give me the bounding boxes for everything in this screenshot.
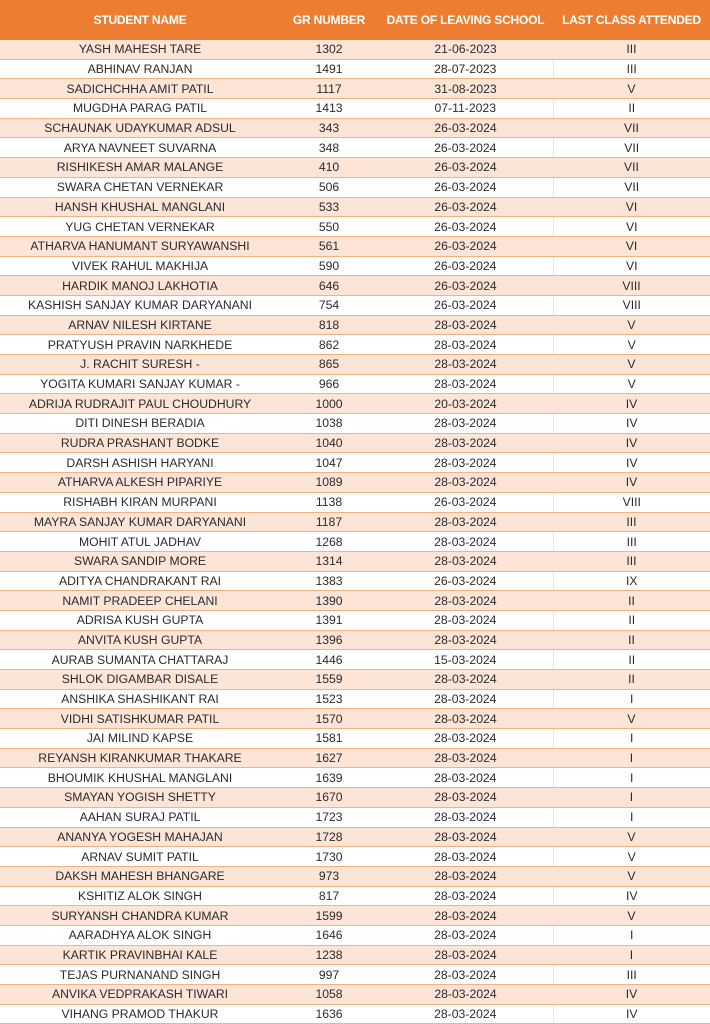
student-name-cell: VIHANG PRAMOD THAKUR xyxy=(0,1004,280,1024)
table-row xyxy=(0,158,710,178)
student-name-cell: ANVITA KUSH GUPTA xyxy=(0,630,280,650)
last-class-cell: VI xyxy=(553,217,710,237)
gr-number-cell: 1391 xyxy=(280,610,378,630)
leaving-date-cell: 28-03-2024 xyxy=(378,729,553,749)
table-row xyxy=(0,827,710,847)
gr-number-cell: 550 xyxy=(280,217,378,237)
student-name-cell: AARADHYA ALOK SINGH xyxy=(0,925,280,945)
header-row xyxy=(0,0,710,40)
leaving-date-cell: 28-03-2024 xyxy=(378,709,553,729)
table-row xyxy=(0,571,710,591)
last-class-cell: VI xyxy=(553,256,710,276)
last-class-cell: I xyxy=(553,729,710,749)
gr-number-cell: 1314 xyxy=(280,551,378,571)
table-row xyxy=(0,453,710,473)
table-row xyxy=(0,492,710,512)
student-name-cell: RUDRA PRASHANT BODKE xyxy=(0,433,280,453)
last-class-cell: V xyxy=(553,847,710,867)
table-row xyxy=(0,709,710,729)
gr-number-cell: 1723 xyxy=(280,807,378,827)
last-class-cell: VII xyxy=(553,118,710,138)
student-name-cell: KSHITIZ ALOK SINGH xyxy=(0,886,280,906)
gr-number-cell: 1302 xyxy=(280,40,378,59)
column-header-student-name: STUDENT NAME xyxy=(0,0,280,40)
student-name-cell: AURAB SUMANTA CHATTARAJ xyxy=(0,650,280,670)
table-row xyxy=(0,138,710,158)
table-row xyxy=(0,433,710,453)
leaving-date-cell: 28-03-2024 xyxy=(378,827,553,847)
gr-number-cell: 1138 xyxy=(280,492,378,512)
last-class-cell: I xyxy=(553,748,710,768)
leaving-date-cell: 28-03-2024 xyxy=(378,807,553,827)
student-name-cell: ATHARVA HANUMANT SURYAWANSHI xyxy=(0,236,280,256)
table-row xyxy=(0,788,710,808)
gr-number-cell: 1559 xyxy=(280,670,378,690)
gr-number-cell: 1047 xyxy=(280,453,378,473)
student-name-cell: ANVIKA VEDPRAKASH TIWARI xyxy=(0,985,280,1005)
gr-number-cell: 1089 xyxy=(280,473,378,493)
leaving-date-cell: 28-03-2024 xyxy=(378,630,553,650)
gr-number-cell: 1040 xyxy=(280,433,378,453)
table-row xyxy=(0,315,710,335)
student-name-cell: ADITYA CHANDRAKANT RAI xyxy=(0,571,280,591)
table-row xyxy=(0,374,710,394)
leaving-date-cell: 28-03-2024 xyxy=(378,866,553,886)
leaving-date-cell: 28-03-2024 xyxy=(378,335,553,355)
table-row xyxy=(0,59,710,79)
leaving-date-cell: 28-03-2024 xyxy=(378,768,553,788)
last-class-cell: VII xyxy=(553,177,710,197)
leaving-date-cell: 28-03-2024 xyxy=(378,473,553,493)
leaving-date-cell: 28-03-2024 xyxy=(378,788,553,808)
last-class-cell: III xyxy=(553,59,710,79)
last-class-cell: III xyxy=(553,551,710,571)
last-class-cell: VII xyxy=(553,158,710,178)
student-name-cell: YASH MAHESH TARE xyxy=(0,40,280,59)
table-row xyxy=(0,276,710,296)
gr-number-cell: 1581 xyxy=(280,729,378,749)
student-name-cell: ADRIJA RUDRAJIT PAUL CHOUDHURY xyxy=(0,394,280,414)
leaving-date-cell: 28-03-2024 xyxy=(378,315,553,335)
student-name-cell: SCHAUNAK UDAYKUMAR ADSUL xyxy=(0,118,280,138)
gr-number-cell: 1491 xyxy=(280,59,378,79)
last-class-cell: VI xyxy=(553,197,710,217)
gr-number-cell: 862 xyxy=(280,335,378,355)
student-name-cell: HARDIK MANOJ LAKHOTIA xyxy=(0,276,280,296)
gr-number-cell: 1038 xyxy=(280,414,378,434)
student-name-cell: J. RACHIT SURESH - xyxy=(0,355,280,375)
last-class-cell: V xyxy=(553,315,710,335)
student-name-cell: PRATYUSH PRAVIN NARKHEDE xyxy=(0,335,280,355)
last-class-cell: III xyxy=(553,40,710,59)
leaving-date-cell: 28-03-2024 xyxy=(378,985,553,1005)
gr-number-cell: 1523 xyxy=(280,689,378,709)
gr-number-cell: 1670 xyxy=(280,788,378,808)
last-class-cell: I xyxy=(553,788,710,808)
student-name-cell: ARYA NAVNEET SUVARNA xyxy=(0,138,280,158)
leaving-date-cell: 26-03-2024 xyxy=(378,177,553,197)
table-row xyxy=(0,807,710,827)
gr-number-cell: 348 xyxy=(280,138,378,158)
gr-number-cell: 1383 xyxy=(280,571,378,591)
gr-number-cell: 561 xyxy=(280,236,378,256)
student-name-cell: ADRISA KUSH GUPTA xyxy=(0,610,280,630)
gr-number-cell: 590 xyxy=(280,256,378,276)
student-name-cell: ATHARVA ALKESH PIPARIYE xyxy=(0,473,280,493)
gr-number-cell: 973 xyxy=(280,866,378,886)
leaving-date-cell: 28-03-2024 xyxy=(378,945,553,965)
last-class-cell: IV xyxy=(553,394,710,414)
table-row xyxy=(0,886,710,906)
table-row xyxy=(0,866,710,886)
last-class-cell: VI xyxy=(553,236,710,256)
leaving-date-cell: 28-03-2024 xyxy=(378,374,553,394)
student-name-cell: SMAYAN YOGISH SHETTY xyxy=(0,788,280,808)
table-row xyxy=(0,906,710,926)
table-row xyxy=(0,965,710,985)
table-row xyxy=(0,591,710,611)
table-row xyxy=(0,177,710,197)
leaving-date-cell: 28-03-2024 xyxy=(378,610,553,630)
student-name-cell: TEJAS PURNANAND SINGH xyxy=(0,965,280,985)
gr-number-cell: 1396 xyxy=(280,630,378,650)
table-row xyxy=(0,256,710,276)
student-name-cell: SHLOK DIGAMBAR DISALE xyxy=(0,670,280,690)
leaving-date-cell: 26-03-2024 xyxy=(378,492,553,512)
last-class-cell: V xyxy=(553,827,710,847)
leaving-date-cell: 26-03-2024 xyxy=(378,158,553,178)
student-name-cell: AAHAN SURAJ PATIL xyxy=(0,807,280,827)
table-row xyxy=(0,551,710,571)
student-name-cell: ARNAV NILESH KIRTANE xyxy=(0,315,280,335)
last-class-cell: IV xyxy=(553,414,710,434)
gr-number-cell: 1187 xyxy=(280,512,378,532)
leaving-date-cell: 31-08-2023 xyxy=(378,79,553,99)
table-row xyxy=(0,532,710,552)
table-row xyxy=(0,217,710,237)
leaving-date-cell: 15-03-2024 xyxy=(378,650,553,670)
table-row xyxy=(0,650,710,670)
table-row xyxy=(0,985,710,1005)
last-class-cell: II xyxy=(553,650,710,670)
student-name-cell: ANANYA YOGESH MAHAJAN xyxy=(0,827,280,847)
student-name-cell: KASHISH SANJAY KUMAR DARYANANI xyxy=(0,295,280,315)
gr-number-cell: 818 xyxy=(280,315,378,335)
last-class-cell: V xyxy=(553,355,710,375)
student-name-cell: MUGDHA PARAG PATIL xyxy=(0,99,280,119)
last-class-cell: III xyxy=(553,965,710,985)
gr-number-cell: 865 xyxy=(280,355,378,375)
student-name-cell: VIVEK RAHUL MAKHIJA xyxy=(0,256,280,276)
leaving-date-cell: 28-03-2024 xyxy=(378,689,553,709)
gr-number-cell: 966 xyxy=(280,374,378,394)
table-row xyxy=(0,847,710,867)
last-class-cell: V xyxy=(553,374,710,394)
gr-number-cell: 533 xyxy=(280,197,378,217)
leaving-date-cell: 26-03-2024 xyxy=(378,197,553,217)
gr-number-cell: 817 xyxy=(280,886,378,906)
last-class-cell: VIII xyxy=(553,492,710,512)
last-class-cell: IX xyxy=(553,571,710,591)
last-class-cell: V xyxy=(553,906,710,926)
table-row xyxy=(0,40,710,59)
last-class-cell: I xyxy=(553,689,710,709)
table-row xyxy=(0,729,710,749)
gr-number-cell: 1636 xyxy=(280,1004,378,1024)
student-name-cell: SADICHCHHA AMIT PATIL xyxy=(0,79,280,99)
student-name-cell: ANSHIKA SHASHIKANT RAI xyxy=(0,689,280,709)
leaving-date-cell: 28-03-2024 xyxy=(378,670,553,690)
leaving-date-cell: 28-03-2024 xyxy=(378,965,553,985)
gr-number-cell: 1238 xyxy=(280,945,378,965)
table-body xyxy=(0,40,710,1024)
table-row xyxy=(0,414,710,434)
table-row xyxy=(0,1004,710,1024)
last-class-cell: V xyxy=(553,709,710,729)
gr-number-cell: 343 xyxy=(280,118,378,138)
leaving-date-cell: 07-11-2023 xyxy=(378,99,553,119)
column-header-date-of-leaving: DATE OF LEAVING SCHOOL xyxy=(378,0,553,40)
gr-number-cell: 754 xyxy=(280,295,378,315)
gr-number-cell: 997 xyxy=(280,965,378,985)
table-row xyxy=(0,670,710,690)
table-row xyxy=(0,473,710,493)
last-class-cell: III xyxy=(553,532,710,552)
leaving-date-cell: 28-03-2024 xyxy=(378,453,553,473)
table-row xyxy=(0,748,710,768)
leaving-date-cell: 28-03-2024 xyxy=(378,551,553,571)
leaving-date-cell: 28-03-2024 xyxy=(378,886,553,906)
last-class-cell: II xyxy=(553,670,710,690)
gr-number-cell: 1117 xyxy=(280,79,378,99)
gr-number-cell: 1058 xyxy=(280,985,378,1005)
table-row xyxy=(0,79,710,99)
last-class-cell: V xyxy=(553,866,710,886)
last-class-cell: III xyxy=(553,512,710,532)
gr-number-cell: 1728 xyxy=(280,827,378,847)
student-name-cell: MAYRA SANJAY KUMAR DARYANANI xyxy=(0,512,280,532)
student-name-cell: ABHINAV RANJAN xyxy=(0,59,280,79)
gr-number-cell: 410 xyxy=(280,158,378,178)
leaving-date-cell: 26-03-2024 xyxy=(378,571,553,591)
table-row xyxy=(0,335,710,355)
last-class-cell: II xyxy=(553,591,710,611)
leaving-date-cell: 28-03-2024 xyxy=(378,591,553,611)
last-class-cell: II xyxy=(553,630,710,650)
student-name-cell: DAKSH MAHESH BHANGARE xyxy=(0,866,280,886)
leaving-date-cell: 26-03-2024 xyxy=(378,295,553,315)
student-name-cell: RISHABH KIRAN MURPANI xyxy=(0,492,280,512)
last-class-cell: IV xyxy=(553,985,710,1005)
student-name-cell: BHOUMIK KHUSHAL MANGLANI xyxy=(0,768,280,788)
table-header xyxy=(0,0,710,40)
leaving-date-cell: 26-03-2024 xyxy=(378,217,553,237)
leaving-date-cell: 26-03-2024 xyxy=(378,236,553,256)
leaving-date-cell: 28-03-2024 xyxy=(378,414,553,434)
last-class-cell: IV xyxy=(553,433,710,453)
student-name-cell: DARSH ASHISH HARYANI xyxy=(0,453,280,473)
last-class-cell: IV xyxy=(553,886,710,906)
table-row xyxy=(0,610,710,630)
last-class-cell: I xyxy=(553,925,710,945)
student-name-cell: MOHIT ATUL JADHAV xyxy=(0,532,280,552)
student-name-cell: JAI MILIND KAPSE xyxy=(0,729,280,749)
gr-number-cell: 1730 xyxy=(280,847,378,867)
leaving-date-cell: 20-03-2024 xyxy=(378,394,553,414)
leaving-date-cell: 28-03-2024 xyxy=(378,1004,553,1024)
leaving-date-cell: 21-06-2023 xyxy=(378,40,553,59)
table-row xyxy=(0,768,710,788)
leaving-date-cell: 28-03-2024 xyxy=(378,847,553,867)
table-row xyxy=(0,689,710,709)
student-name-cell: YUG CHETAN VERNEKAR xyxy=(0,217,280,237)
gr-number-cell: 1627 xyxy=(280,748,378,768)
student-name-cell: SWARA SANDIP MORE xyxy=(0,551,280,571)
last-class-cell: IV xyxy=(553,473,710,493)
leaving-date-cell: 26-03-2024 xyxy=(378,256,553,276)
table-row xyxy=(0,236,710,256)
leaving-date-cell: 28-03-2024 xyxy=(378,512,553,532)
leaving-date-cell: 26-03-2024 xyxy=(378,118,553,138)
student-name-cell: NAMIT PRADEEP CHELANI xyxy=(0,591,280,611)
last-class-cell: I xyxy=(553,768,710,788)
last-class-cell: II xyxy=(553,99,710,119)
table-row xyxy=(0,295,710,315)
leaving-date-cell: 26-03-2024 xyxy=(378,138,553,158)
student-name-cell: DITI DINESH BERADIA xyxy=(0,414,280,434)
column-header-gr-number: GR NUMBER xyxy=(280,0,378,40)
gr-number-cell: 646 xyxy=(280,276,378,296)
last-class-cell: V xyxy=(553,79,710,99)
student-name-cell: KARTIK PRAVINBHAI KALE xyxy=(0,945,280,965)
last-class-cell: II xyxy=(553,610,710,630)
leaving-date-cell: 28-03-2024 xyxy=(378,355,553,375)
student-name-cell: HANSH KHUSHAL MANGLANI xyxy=(0,197,280,217)
last-class-cell: VIII xyxy=(553,295,710,315)
gr-number-cell: 1000 xyxy=(280,394,378,414)
student-name-cell: ARNAV SUMIT PATIL xyxy=(0,847,280,867)
last-class-cell: IV xyxy=(553,1004,710,1024)
table-row xyxy=(0,394,710,414)
table-row xyxy=(0,118,710,138)
gr-number-cell: 1446 xyxy=(280,650,378,670)
table-row xyxy=(0,925,710,945)
last-class-cell: IV xyxy=(553,453,710,473)
gr-number-cell: 506 xyxy=(280,177,378,197)
gr-number-cell: 1639 xyxy=(280,768,378,788)
table-row xyxy=(0,99,710,119)
student-name-cell: YOGITA KUMARI SANJAY KUMAR - xyxy=(0,374,280,394)
table-row xyxy=(0,630,710,650)
leaving-date-cell: 28-07-2023 xyxy=(378,59,553,79)
last-class-cell: I xyxy=(553,945,710,965)
gr-number-cell: 1413 xyxy=(280,99,378,119)
gr-number-cell: 1646 xyxy=(280,925,378,945)
leaving-date-cell: 28-03-2024 xyxy=(378,433,553,453)
gr-number-cell: 1570 xyxy=(280,709,378,729)
last-class-cell: I xyxy=(553,807,710,827)
student-name-cell: SURYANSH CHANDRA KUMAR xyxy=(0,906,280,926)
leaving-date-cell: 28-03-2024 xyxy=(378,532,553,552)
student-name-cell: SWARA CHETAN VERNEKAR xyxy=(0,177,280,197)
table-row xyxy=(0,512,710,532)
column-header-last-class: LAST CLASS ATTENDED xyxy=(553,0,710,40)
student-name-cell: REYANSH KIRANKUMAR THAKARE xyxy=(0,748,280,768)
table-row xyxy=(0,355,710,375)
table-row xyxy=(0,945,710,965)
last-class-cell: VIII xyxy=(553,276,710,296)
leaving-date-cell: 26-03-2024 xyxy=(378,276,553,296)
gr-number-cell: 1599 xyxy=(280,906,378,926)
leaving-date-cell: 28-03-2024 xyxy=(378,925,553,945)
last-class-cell: VII xyxy=(553,138,710,158)
leaving-date-cell: 28-03-2024 xyxy=(378,906,553,926)
student-name-cell: VIDHI SATISHKUMAR PATIL xyxy=(0,709,280,729)
table-row xyxy=(0,197,710,217)
student-name-cell: RISHIKESH AMAR MALANGE xyxy=(0,158,280,178)
last-class-cell: V xyxy=(553,335,710,355)
gr-number-cell: 1390 xyxy=(280,591,378,611)
gr-number-cell: 1268 xyxy=(280,532,378,552)
leaving-date-cell: 28-03-2024 xyxy=(378,748,553,768)
